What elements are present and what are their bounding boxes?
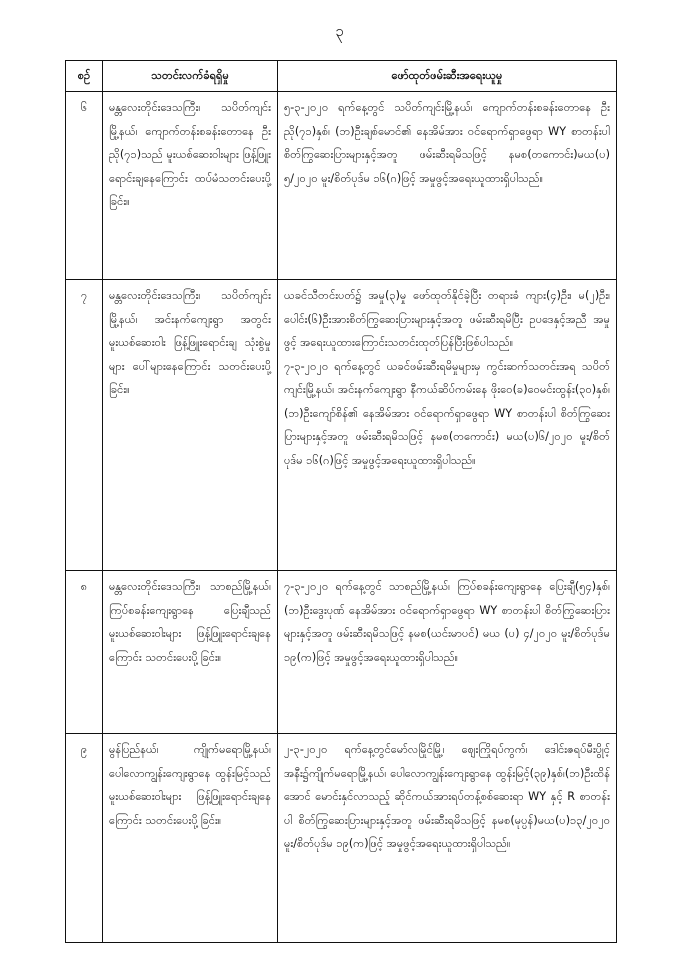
row-serial-number: ၈ xyxy=(66,571,103,734)
page-number: ၃ xyxy=(335,22,344,40)
action-paragraph: ၇-၃-၂၀၂၀ ရက်နေ့တွင် သာစည်မြို့နယ်၊ ကြပ်စခန်းကျေးရွာနေ ပြေးချီ(၅၄)နှစ်၊(ဘ)ဦးဒွေးပုဏ် နေအိမ်အား ဝင်ရောက်ရှာဖွေရာ WY စာတန်းပါ စိတ်ကြွဆေးပြားများနှင့်အတူ ဖမ်းဆီးရမိသဖြင့် နမစ(ယင်းမာပင်) မယ (ပ) ၄/၂၀၂၀ မူး/စိတ်ပုဒ်မ ၁၉(က)ဖြင့် အမှုဖွင့်အရေးယူထားရှိပါသည်။ xyxy=(284,580,610,664)
action-paragraph: ၇-၃-၂၀၂၀ ရက်နေ့တွင် ယခင်ဖမ်းဆီးရမိမှုများမှ ကွင်းဆက်သတင်းအရ သပိတ်ကျင်းမြို့နယ်၊ အင်းနက်ကျေးရွာ နီကယ်ဆိပ်ကမ်းနေ ဖိုးဝေ(ခ)ဝေမင်းထွန်း(၃၀)နှစ်၊ (ဘ)ဦးကျော်စိန်၏ နေအိမ်အား ဝင်ရောက်ရှာဖွေရာ WY စာတန်းပါ စိတ်ကြွဆေးပြားများနှင့်အတူ ဖမ်းဆီးရမိသဖြင့် နမစ(တကောင်း) မယ(ပ)၆/၂၀၂၀ မူး/စိတ်ပုဒ်မ ၁၆(ဂ)ဖြင့် အမှုဖွင့်အရေးယူထားရှိပါသည်။ xyxy=(284,359,610,467)
header-serial-number: စဉ် xyxy=(66,61,103,92)
header-information-received: သတင်းလက်ခံရရှိမှု xyxy=(103,61,278,92)
table-row xyxy=(66,92,617,280)
row-action xyxy=(278,571,617,734)
header-arrest-action: ဖော်ထုတ်ဖမ်းဆီးအရေးယူမှု xyxy=(278,61,617,92)
row-action xyxy=(278,734,617,943)
row-serial-number: ၇ xyxy=(66,280,103,571)
table-row xyxy=(66,734,617,943)
row-action xyxy=(278,92,617,280)
row-information: မွန်ပြည်နယ်၊ ကျိုက်မရောမြို့နယ်၊ ပေါလောကျွန်းကျေးရွာနေ ထွန်းမြင့်သည် မူးယစ်ဆေးဝါးများ ဖြန့်ဖြူးရောင်းချနေကြောင်း သတင်းပေးပို့ခြင်း။ xyxy=(103,734,278,943)
row-serial-number: ၆ xyxy=(66,92,103,280)
row-information: မန္တလေးတိုင်းဒေသကြီး၊ သပိတ်ကျင်းမြို့နယ်၊ ကျောက်တန်းစခန်းတောနေ ဦးညို(၇၁)သည် မူးယစ်ဆေးဝါးများ ဖြန့်ဖြူးရောင်းချနေကြောင်း ထပ်မံသတင်းပေးပို့ခြင်း။ xyxy=(103,92,278,280)
table-row xyxy=(66,571,617,734)
table-header-row xyxy=(66,61,617,92)
action-paragraph: ယခင်သီတင်းပတ်၌ အမှု(၃)မှု ဖော်ထုတ်နိုင်ခဲ့ပြီး တရားခံ ကျား(၄)ဦး၊ မ(၂)ဦး၊ ပေါင်း(၆)ဦးအားစိတ်ကြွဆေးပြားများနှင့်အတူ ဖမ်းဆီးရမိပြီး ဥပဒေနှင့်အညီ အမှုဖွင့် အရေးယူထားကြောင်းသတင်းထုတ်ပြန်ပြီးဖြစ်ပါသည်။ xyxy=(284,289,610,349)
row-information: မန္တလေးတိုင်းဒေသကြီး၊ သာစည်မြို့နယ်၊ ကြပ်စခန်းကျေးရွာနေ ပြေးချီသည် မူးယစ်ဆေးဝါးများ ဖြန့်ဖြူးရောင်းချနေကြောင်း သတင်းပေးပို့ခြင်း။ xyxy=(103,571,278,734)
row-serial-number: ၉ xyxy=(66,734,103,943)
action-paragraph: ၅-၃-၂၀၂၀ ရက်နေ့တွင် သပိတ်ကျင်းမြို့နယ်၊ ကျောက်တန်းစခန်းတောနေ ဦးညို(၇၁)နှစ်၊ (ဘ)ဦးချစ်မောင်၏ နေအိမ်အား ဝင်ရောက်ရှာဖွေရာ WY စာတန်းပါ စိတ်ကြွဆေးပြားများနှင့်အတူ ဖမ်းဆီးရမိသဖြင့် နမစ(တကောင်း)မယ(ပ) ၅/၂၀၂၀ မူး/စိတ်ပုဒ်မ ၁၆(ဂ)ဖြင့် အမှုဖွင့်အရေးယူထားရှိပါသည်။ xyxy=(284,101,610,185)
action-paragraph: ၂-၃-၂၀၂၀ ရက်နေ့တွင်မော်လမြိုင်မြို့၊ ဈေးကြိုရပ်ကွက်၊ ဒေါင်းဇရပ်မီးပွိုင့်အနီး၌ကျိုက်မရောမြို့နယ်၊ ပေါလောကျွန်းကျေးရွာနေ ထွန်းမြင့်(၃၉)နှစ်၊(ဘ)ဦးထိန်အောင် မောင်းနှင်လာသည့် ဆိုင်ကယ်အားရပ်တန့်စစ်ဆေးရာ WY နှင့် R စာတန်းပါ စိတ်ကြွဆေးပြားများနှင့်အတူ ဖမ်းဆီးရမိသဖြင့် နမစ(မုပ္ပန်)မယ(ပ)၁၃/၂၀၂၀ မူး/စိတ်ပုဒ်မ ၁၉(က)ဖြင့် အမှုဖွင့်အရေးယူထားရှိပါသည်။ xyxy=(284,743,610,850)
table-row xyxy=(66,280,617,571)
report-table xyxy=(65,60,617,943)
row-action xyxy=(278,280,617,571)
row-information: မန္တလေးတိုင်းဒေသကြီး၊ သပိတ်ကျင်းမြို့နယ်၊ အင်းနက်ကျေးရွာ အတွင်း မူးယစ်ဆေးဝါး ဖြန့်ဖြူးရောင်းချ သုံးစွဲမှုများ ပေါ်များနေကြောင်း သတင်းပေးပို့ခြင်း။ xyxy=(103,280,278,571)
